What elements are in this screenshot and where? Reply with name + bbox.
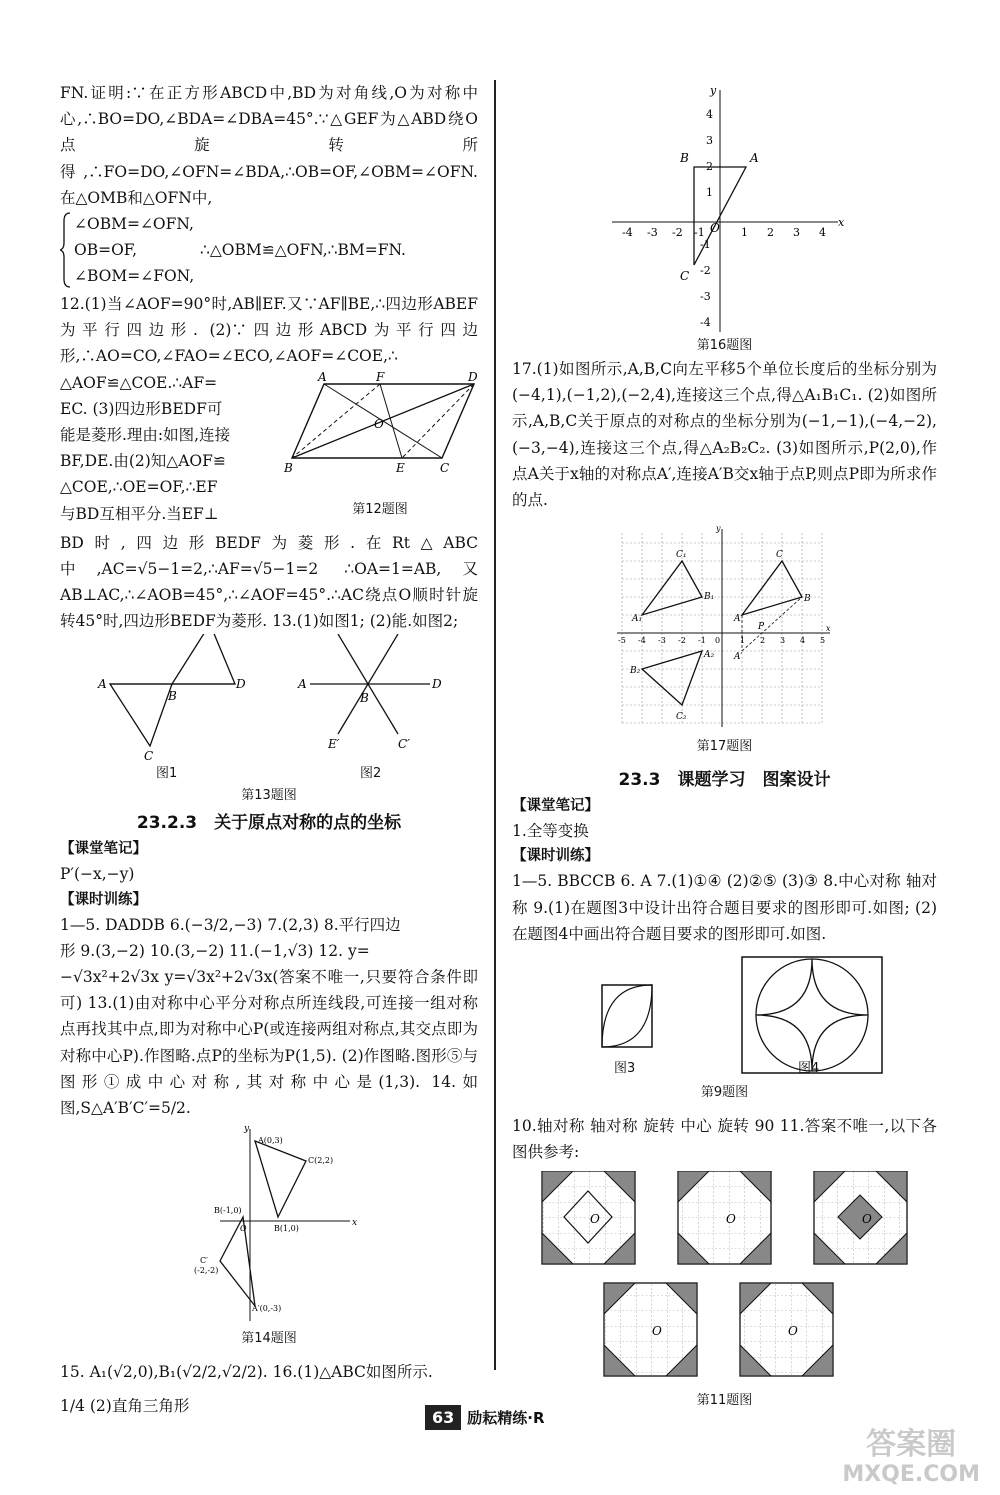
brace-line-2: OB=OF, — [74, 241, 138, 260]
svg-text:3: 3 — [793, 226, 800, 239]
svg-text:O: O — [710, 221, 720, 235]
q12-paragraph-a: 12.(1)当∠AOF=90°时,AB∥EF.又∵AF∥BE,∴四边形ABEF为平行四边形. (2)∵四边形ABCD为平行四边形,∴AO=CO,∠FAO=∠ECO,∠AOF=∠COE,∴ — [60, 295, 478, 366]
q14-coordinate-diagram — [60, 1121, 478, 1326]
class-notes-value: 1.全等变换 — [512, 822, 589, 841]
q12-paragraph-b: BD时,四边形BEDF为菱形.在Rt△ABC中,AC=√5−1=2,∴AF=√5−1=2 ∴OA=1=AB,又AB⊥AC,∴∠AOB=45°,∴∠AOF=45°.∴AC绕点O顺时针旋转45°时,四边形BEDF为菱形. 13.(1)如图1; (2)能.如图2; — [60, 533, 478, 631]
brace-line-3: ∠BOM=∠FON, — [74, 267, 195, 286]
answer-17: 17.(1)如图所示,A,B,C向左平移5个单位长度后的坐标分别为(−4,1),(−1,2),(−2,4),连接这三个点,得△A₁B₁C₁. (2)如图所示,A,B,C关于原点的对称点的坐标分别为(−1,−1),(−4,−2),(−3,−4),连接这三个点,得△A₂B₂C₂. (3)如图所示,P(2,0),作点A关于x轴的对称点A′,连接A′B交x轴于点P,则点P即为所求作的点. — [512, 360, 937, 510]
q12-wrap — [60, 370, 478, 530]
svg-text:C′: C′ — [398, 737, 410, 752]
q16-coordinate-diagram — [512, 80, 937, 336]
parallelogram-diagram — [282, 370, 478, 510]
left-column — [60, 80, 478, 1420]
q12-line-3: 能是菱形.理由:如图,连接 — [60, 426, 231, 445]
class-notes-header: 【课堂笔记】 — [60, 841, 147, 858]
page-number: 63 — [425, 1405, 461, 1430]
q12-line-4: BF,DE.由(2)知△AOF≌ — [60, 452, 226, 471]
svg-text:0: 0 — [715, 636, 721, 646]
q12-line-5: △COE,∴OE=OF,∴EF — [60, 478, 218, 497]
fig13-caption-1: 图1 — [156, 766, 178, 782]
svg-text:C(2,2): C(2,2) — [308, 1156, 334, 1166]
svg-text:y: y — [244, 1124, 250, 1135]
lesson-training-header: 【课时训练】 — [60, 891, 147, 908]
svg-text:B₁: B₁ — [704, 592, 715, 603]
svg-text:B: B — [680, 151, 689, 165]
brace-icon — [60, 211, 72, 289]
fig16 — [512, 80, 937, 356]
svg-text:4: 4 — [706, 108, 713, 121]
svg-text:A(0,3): A(0,3) — [258, 1136, 283, 1146]
svg-text:1: 1 — [741, 226, 748, 239]
svg-text:B: B — [360, 691, 369, 706]
svg-text:F: F — [376, 369, 385, 384]
brace-line-1: ∠OBM=∠OFN, — [74, 215, 194, 234]
svg-text:x: x — [826, 624, 831, 634]
fig9 — [512, 955, 937, 1113]
answer-16-part: 1/4 (2)直角三角形 — [60, 1397, 190, 1416]
svg-text:-2: -2 — [700, 264, 711, 277]
svg-text:A: A — [750, 151, 759, 165]
svg-text:-2: -2 — [678, 636, 686, 646]
fig9-caption: 第9题图 — [700, 1085, 749, 1101]
fig12 — [282, 370, 478, 517]
svg-text:O: O — [652, 1324, 662, 1339]
svg-text:E′: E′ — [328, 737, 340, 752]
answer-10-11: 10.轴对称 轴对称 旋转 中心 旋转 90 11.答案不唯一,以下各图供参考: — [512, 1117, 937, 1162]
svg-text:D: D — [432, 677, 442, 692]
svg-text:D: D — [236, 677, 246, 692]
svg-text:-4: -4 — [622, 226, 633, 239]
svg-text:4: 4 — [819, 226, 826, 239]
svg-text:O: O — [726, 1212, 736, 1227]
svg-text:O: O — [590, 1212, 600, 1227]
svg-text:B: B — [284, 460, 293, 475]
class-notes-value: P′(−x,−y) — [60, 865, 135, 884]
congruence-brace — [60, 211, 478, 291]
svg-text:3: 3 — [780, 636, 786, 646]
svg-text:C: C — [440, 460, 450, 475]
column-divider — [494, 80, 496, 1370]
q12-line-2: EC. (3)四边形BEDF可 — [60, 399, 223, 418]
svg-text:E: E — [396, 460, 405, 475]
svg-text:B: B — [168, 689, 177, 704]
q17-grid-diagram — [512, 523, 937, 733]
svg-text:-4: -4 — [638, 636, 646, 646]
fig17 — [512, 523, 937, 757]
svg-text:-1: -1 — [694, 226, 705, 239]
svg-text:-3: -3 — [658, 636, 666, 646]
svg-text:C: C — [144, 749, 154, 764]
svg-text:A′: A′ — [734, 652, 743, 663]
proof-paragraph: FN.证明:∵在正方形ABCD中,BD为对角线,O为对称中心,∴BO=DO,∠BDA=∠DBA=45°.∵△GEF为△ABD绕O点旋转所得,∴FO=DO,∠OFN=∠BDA,∴OB=OF,∠OBM=∠OFN.在△OMB和△OFN中, — [60, 84, 478, 207]
svg-text:3: 3 — [706, 134, 713, 147]
fig13 — [60, 634, 478, 802]
fig14 — [60, 1121, 478, 1349]
watermark-line-2: MXQE.COM — [842, 1462, 980, 1487]
svg-text:A₁: A₁ — [632, 614, 643, 625]
svg-text:-5: -5 — [618, 636, 626, 646]
svg-text:A: A — [318, 369, 327, 384]
lesson-training-header: 【课时训练】 — [512, 848, 599, 865]
fig9-caption-4: 图4 — [798, 1061, 820, 1077]
fig14-caption: 第14题图 — [241, 1331, 297, 1347]
svg-text:D: D — [468, 369, 478, 384]
svg-text:C: C — [680, 269, 690, 283]
fig11 — [512, 1171, 937, 1407]
svg-text:B: B — [804, 594, 811, 605]
svg-text:-3: -3 — [700, 290, 711, 303]
watermark-line-1: 答案圈 — [866, 1427, 957, 1462]
svg-text:1: 1 — [740, 636, 746, 646]
answer-15-16: 15. A₁(√2,0),B₁(√2/2,√2/2). 16.(1)△ABC如图所示. — [60, 1363, 433, 1382]
svg-text:C₂: C₂ — [676, 712, 687, 723]
svg-text:B(-1,0): B(-1,0) — [214, 1206, 242, 1216]
svg-text:O: O — [862, 1212, 872, 1227]
svg-text:-1: -1 — [700, 238, 711, 251]
svg-text:y: y — [710, 84, 717, 97]
svg-text:A₂: A₂ — [704, 650, 715, 661]
right-column — [512, 80, 937, 1407]
svg-text:2: 2 — [706, 160, 713, 173]
fig12-caption: 第12题图 — [352, 501, 408, 517]
svg-text:A: A — [298, 677, 307, 692]
fig9-caption-3: 图3 — [614, 1061, 636, 1077]
svg-text:x: x — [352, 1218, 358, 1229]
answers-paragraph: 1—5. BBCCB 6. A 7.(1)①④ (2)②⑤ (3)③ 8.中心对称 轴对称 9.(1)在题图3中设计出符合题目要求的图形即可.如图; (2)在题图4中画出符合题目要求的图形即可.如图. — [512, 872, 937, 943]
fig16-caption: 第16题图 — [696, 338, 753, 353]
answers-paragraph: −√3x²+2√3x y=√3x²+2√3x(答案不唯一,只要符合条件即可) 13.(1)由对称中心平分对称点所连线段,可连接一组对称点再找其中点,即为对称中心P(或连接两组对称点,其交点即为对称中心P).作图略.点P的坐标为P(1,5). (2)作图略.图形⑤与图形①成中心对称,其对称中心是(1,3). 14.如图,S△A′B′C′=5/2. — [60, 968, 478, 1118]
brand-name: 励耘精练·R — [467, 1408, 545, 1427]
svg-text:O: O — [788, 1324, 798, 1339]
page-footer — [425, 1400, 545, 1434]
q11-pattern-grids — [512, 1171, 937, 1387]
fig17-caption: 第17题图 — [696, 739, 753, 755]
fig13-caption-2: 图2 — [360, 766, 382, 782]
svg-text:5: 5 — [820, 636, 826, 646]
svg-text:-1: -1 — [698, 636, 706, 646]
svg-text:y: y — [716, 524, 721, 534]
svg-text:A: A — [98, 677, 107, 692]
svg-text:(-2,-2): (-2,-2) — [194, 1266, 219, 1276]
svg-text:C: C — [776, 550, 783, 561]
q13-diagrams — [60, 634, 478, 774]
svg-text:B(1,0): B(1,0) — [274, 1224, 299, 1234]
svg-text:A: A — [734, 614, 741, 625]
section-title-23-3: 23.3 课题学习 图案设计 — [618, 770, 831, 791]
class-notes-header: 【课堂笔记】 — [512, 798, 599, 815]
svg-text:-4: -4 — [700, 316, 711, 329]
brace-conclusion: ∴△OBM≌△OFN,∴BM=FN. — [200, 241, 406, 260]
watermark-logo — [842, 1427, 980, 1490]
answers-line-1: 1—5. DADDB 6.(−3/2,−3) 7.(2,3) 8.平行四边 — [60, 915, 401, 934]
section-title-23-2-3: 23.2.3 关于原点对称的点的坐标 — [136, 813, 402, 834]
q9-designs — [512, 955, 937, 1085]
svg-text:4: 4 — [800, 636, 806, 646]
svg-text:-3: -3 — [647, 226, 658, 239]
fig11-caption: 第11题图 — [696, 1393, 753, 1409]
svg-text:-2: -2 — [672, 226, 683, 239]
svg-text:O: O — [374, 416, 384, 431]
answers-line-2: 形 9.(3,−2) 10.(3,−2) 11.(−1,√3) 12. y= — [60, 941, 370, 960]
fig13-caption: 第13题图 — [241, 788, 297, 804]
svg-text:1: 1 — [706, 186, 713, 199]
svg-text:2: 2 — [760, 636, 766, 646]
svg-text:B₂: B₂ — [630, 666, 641, 677]
svg-text:x: x — [838, 216, 845, 229]
svg-text:C′: C′ — [200, 1256, 208, 1266]
q12-line-1: △AOF≌△COE.∴AF= — [60, 373, 218, 392]
svg-text:2: 2 — [767, 226, 774, 239]
svg-text:O: O — [240, 1224, 247, 1234]
svg-text:A′(0,-3): A′(0,-3) — [252, 1304, 282, 1314]
svg-text:C₁: C₁ — [676, 550, 687, 561]
q12-line-6: 与BD互相平分.当EF⊥ — [60, 504, 219, 523]
svg-text:P: P — [758, 622, 765, 633]
